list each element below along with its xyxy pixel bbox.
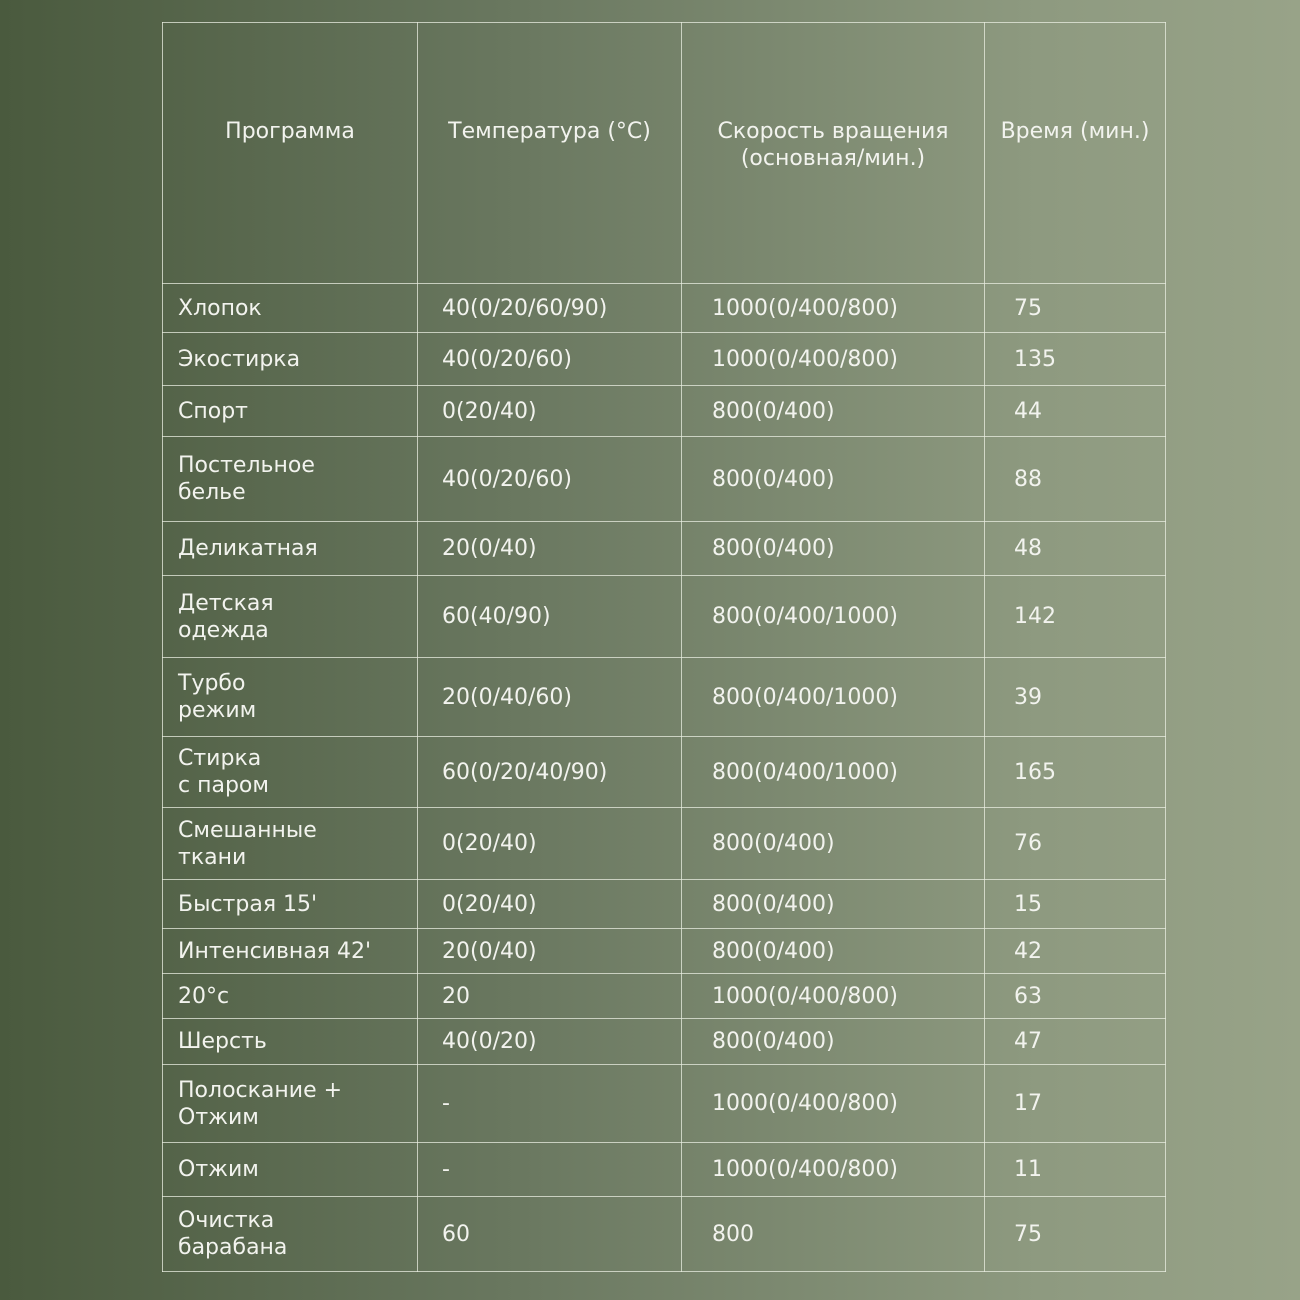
header-time-line: Время (мин.) xyxy=(1000,119,1150,144)
header-spin-speed xyxy=(682,23,985,284)
table-row xyxy=(163,1065,1166,1143)
spin-speed-cell: 800(0/400/1000) xyxy=(682,737,985,808)
spin-speed-cell: 800(0/400) xyxy=(682,386,985,437)
time-cell: 142 xyxy=(985,576,1166,658)
program-name-cell xyxy=(163,386,418,437)
temperature-cell: 40(0/20) xyxy=(418,1019,682,1065)
program-name-cell xyxy=(163,1197,418,1272)
program-name-cell xyxy=(163,1065,418,1143)
spin-speed-cell: 800 xyxy=(682,1197,985,1272)
spin-speed-cell: 1000(0/400/800) xyxy=(682,284,985,333)
time-cell: 42 xyxy=(985,929,1166,974)
program-name-line: с паром xyxy=(178,773,269,798)
spin-speed-cell: 800(0/400) xyxy=(682,437,985,522)
program-name-line: Постельное xyxy=(178,453,315,478)
spin-speed-cell: 1000(0/400/800) xyxy=(682,1065,985,1143)
header-time xyxy=(985,23,1166,284)
temperature-cell: 40(0/20/60) xyxy=(418,333,682,386)
time-cell: 75 xyxy=(985,284,1166,333)
temperature-cell: 60 xyxy=(418,1197,682,1272)
program-table-container xyxy=(162,22,1165,1272)
table-row xyxy=(163,974,1166,1019)
program-name-cell xyxy=(163,737,418,808)
table-body xyxy=(163,284,1166,1272)
table-row xyxy=(163,929,1166,974)
spin-speed-cell: 800(0/400) xyxy=(682,929,985,974)
time-cell: 39 xyxy=(985,658,1166,737)
table-row xyxy=(163,808,1166,880)
spin-speed-cell: 800(0/400) xyxy=(682,880,985,929)
program-name-line: одежда xyxy=(178,617,269,643)
header-temperature xyxy=(418,23,682,284)
program-name-line: барабана xyxy=(178,1235,288,1260)
temperature-cell: 20 xyxy=(418,974,682,1019)
temperature-cell: 20(0/40) xyxy=(418,929,682,974)
program-name-line: белье xyxy=(178,480,246,505)
header-spin-speed-line-1: Скорость вращения xyxy=(717,119,949,144)
program-name-line: 20°c xyxy=(178,983,230,1009)
program-name-cell xyxy=(163,808,418,880)
program-name-line: Отжим xyxy=(178,1104,259,1130)
time-cell: 44 xyxy=(985,386,1166,437)
spin-speed-cell: 1000(0/400/800) xyxy=(682,333,985,386)
spin-speed-cell: 800(0/400) xyxy=(682,1019,985,1065)
temperature-cell: 40(0/20/60) xyxy=(418,437,682,522)
spin-speed-cell: 800(0/400/1000) xyxy=(682,576,985,658)
spin-speed-cell: 1000(0/400/800) xyxy=(682,974,985,1019)
spin-speed-cell: 800(0/400/1000) xyxy=(682,658,985,737)
program-name-cell xyxy=(163,437,418,522)
temperature-cell: 0(20/40) xyxy=(418,808,682,880)
time-cell: 11 xyxy=(985,1143,1166,1197)
time-cell: 47 xyxy=(985,1019,1166,1065)
program-name-line: Очистка xyxy=(178,1208,275,1233)
table-row xyxy=(163,576,1166,658)
header-program xyxy=(163,23,418,284)
program-name-line: Шерсть xyxy=(178,1029,267,1054)
program-name-cell xyxy=(163,333,418,386)
temperature-cell: 60(0/20/40/90) xyxy=(418,737,682,808)
temperature-cell: - xyxy=(418,1143,682,1197)
time-cell: 17 xyxy=(985,1065,1166,1143)
program-name-line: ткани xyxy=(178,844,247,870)
temperature-cell: 20(0/40) xyxy=(418,522,682,576)
table-row xyxy=(163,437,1166,522)
temperature-cell: 40(0/20/60/90) xyxy=(418,284,682,333)
time-cell: 63 xyxy=(985,974,1166,1019)
time-cell: 76 xyxy=(985,808,1166,880)
program-name-line: Деликатная xyxy=(178,536,318,561)
table-header xyxy=(163,23,1166,284)
program-name-cell xyxy=(163,658,418,737)
program-name-line: Отжим xyxy=(178,1157,259,1182)
program-name-line: Смешанные xyxy=(178,817,317,843)
table-row xyxy=(163,284,1166,333)
program-name-cell xyxy=(163,284,418,333)
temperature-cell: 0(20/40) xyxy=(418,880,682,929)
program-name-line: Экостирка xyxy=(178,346,301,372)
table-row xyxy=(163,386,1166,437)
program-name-line: Спорт xyxy=(178,398,248,424)
program-name-cell xyxy=(163,1019,418,1065)
program-name-line: Полоскание + xyxy=(178,1077,343,1103)
header-program-line: Программа xyxy=(225,119,355,144)
program-name-cell xyxy=(163,1143,418,1197)
temperature-cell: 20(0/40/60) xyxy=(418,658,682,737)
header-row xyxy=(163,23,1166,284)
spin-speed-cell: 800(0/400) xyxy=(682,808,985,880)
program-name-line: Интенсивная 42' xyxy=(178,938,372,964)
program-name-cell xyxy=(163,974,418,1019)
program-name-line: Хлопок xyxy=(178,295,262,321)
program-name-cell xyxy=(163,576,418,658)
table-row xyxy=(163,1143,1166,1197)
spin-speed-cell: 1000(0/400/800) xyxy=(682,1143,985,1197)
time-cell: 48 xyxy=(985,522,1166,576)
program-name-line: Стирка xyxy=(178,746,262,771)
temperature-cell: 60(40/90) xyxy=(418,576,682,658)
temperature-cell: - xyxy=(418,1065,682,1143)
header-temperature-line: Температура (°C) xyxy=(448,119,651,144)
program-name-cell xyxy=(163,929,418,974)
program-name-line: Детская xyxy=(178,590,274,616)
table-row xyxy=(163,880,1166,929)
program-name-line: Турбо xyxy=(178,671,246,696)
table-row xyxy=(163,1019,1166,1065)
table-row xyxy=(163,658,1166,737)
time-cell: 165 xyxy=(985,737,1166,808)
table-row xyxy=(163,737,1166,808)
time-cell: 75 xyxy=(985,1197,1166,1272)
time-cell: 15 xyxy=(985,880,1166,929)
table-row xyxy=(163,333,1166,386)
program-name-cell xyxy=(163,522,418,576)
program-name-cell xyxy=(163,880,418,929)
temperature-cell: 0(20/40) xyxy=(418,386,682,437)
table-row xyxy=(163,1197,1166,1272)
spin-speed-cell: 800(0/400) xyxy=(682,522,985,576)
washing-programs-table xyxy=(162,22,1166,1272)
program-name-line: Быстрая 15' xyxy=(178,891,318,917)
program-name-line: режим xyxy=(178,698,257,723)
table-row xyxy=(163,522,1166,576)
time-cell: 135 xyxy=(985,333,1166,386)
time-cell: 88 xyxy=(985,437,1166,522)
header-spin-speed-line-2: (основная/мин.) xyxy=(740,146,926,171)
